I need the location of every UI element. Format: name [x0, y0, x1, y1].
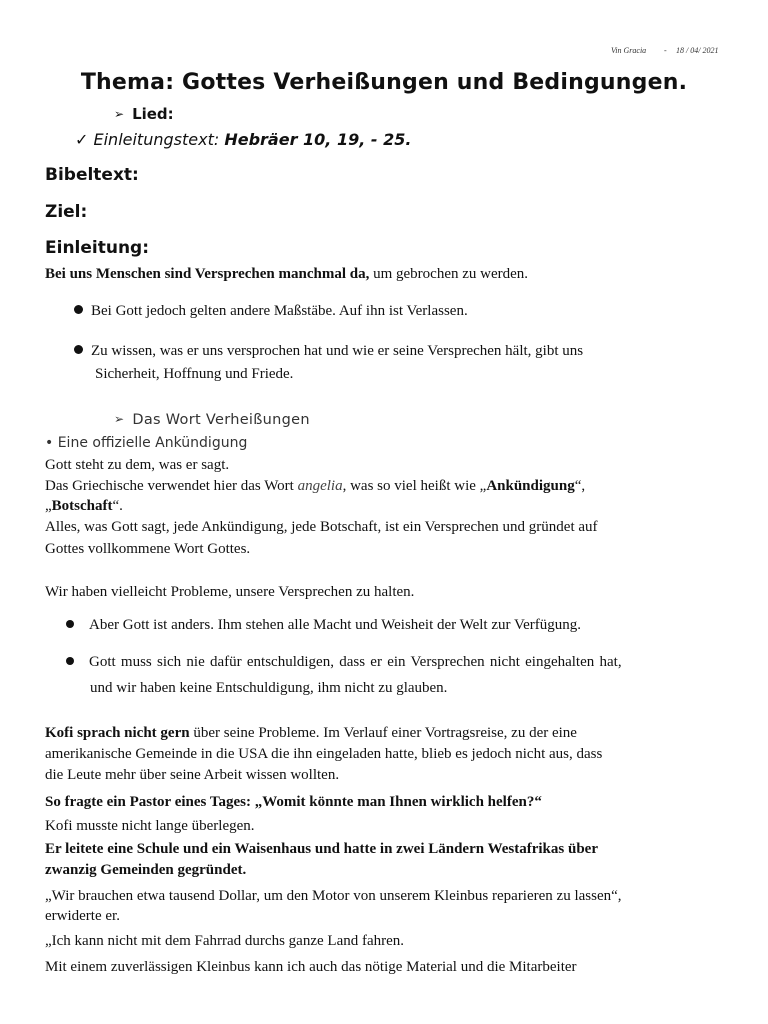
- bullet-item: [74, 341, 583, 361]
- text-span: über seine Probleme. Im Verlauf einer Vortragsreise, zu der eine: [189, 725, 577, 741]
- intro-rest: um gebrochen zu werden.: [369, 266, 529, 282]
- text-span: , was so viel heißt wie „: [342, 478, 487, 494]
- heading-bibeltext: Bibeltext:: [45, 165, 139, 185]
- intro-paragraph: [45, 264, 528, 284]
- heading-ziel: Ziel:: [45, 202, 88, 222]
- lied-line: [114, 105, 174, 123]
- bullet-dot-icon: [66, 657, 74, 665]
- header-dash: -: [664, 46, 667, 55]
- story-line: erwiderte er.: [45, 908, 120, 924]
- story-line: Er leitete eine Schule und ein Waisenhaus und hatte in zwei Ländern Westafrikas über: [45, 841, 598, 857]
- bullet-text: Bei Gott jedoch gelten andere Maßstäbe. Auf ihn ist Verlassen.: [91, 303, 468, 319]
- arrow-right-icon: ➢: [114, 412, 125, 426]
- lied-label: Lied:: [132, 105, 174, 123]
- story-line: „Ich kann nicht mit dem Fahrrad durchs ganze Land fahren.: [45, 933, 405, 949]
- heading-einleitung: Einleitung:: [45, 238, 150, 258]
- para-line: Gott steht zu dem, was er sagt.: [45, 457, 230, 473]
- bullet-item: [66, 652, 622, 672]
- story-line: Kofi musste nicht lange überlegen.: [45, 818, 255, 834]
- bullet-item: [74, 301, 468, 321]
- para-line: [45, 476, 585, 496]
- einleitungstext-reference: Hebräer 10, 19, - 25.: [224, 130, 412, 149]
- bold-phrase: Kofi sprach nicht gern: [45, 725, 190, 741]
- bullet-dot-icon: [66, 620, 74, 628]
- bullet-dot-icon: [74, 345, 83, 354]
- para-line: Gottes vollkommene Wort Gottes.: [45, 541, 251, 557]
- wort-heading: [114, 412, 310, 428]
- bullet-text: Gott muss sich nie dafür entschuldigen, dass er ein Versprechen nicht eingehalten hat,: [89, 654, 622, 670]
- story-line: So fragte ein Pastor eines Tages: „Womit könnte man Ihnen wirklich helfen?“: [45, 794, 542, 810]
- checkmark-icon: ✓: [75, 130, 89, 149]
- text-span: “.: [112, 498, 123, 514]
- bullet-text: Aber Gott ist anders. Ihm stehen alle Macht und Weisheit der Welt zur Verfügung.: [89, 617, 582, 633]
- header-author: Vin Gracia: [611, 46, 647, 55]
- greek-word: angelia: [297, 478, 343, 494]
- header-date: 18 / 04/ 2021: [676, 46, 719, 55]
- text-span: „: [45, 498, 52, 514]
- bullet-dot-icon: [74, 305, 83, 314]
- text-span: Das Griechische verwendet hier das Wort: [45, 478, 298, 494]
- wort-label: Das Wort Verheißungen: [132, 412, 310, 428]
- story-line: [45, 723, 577, 743]
- bullet-text-continued: Sicherheit, Hoffnung und Friede.: [95, 366, 294, 382]
- bold-word: Ankündigung: [486, 478, 575, 494]
- bullet-text-continued: und wir haben keine Entschuldigung, ihm nicht zu glauben.: [90, 680, 448, 696]
- para-line: Wir haben vielleicht Probleme, unsere Versprechen zu halten.: [45, 584, 415, 600]
- einleitungstext-line: [75, 130, 411, 149]
- story-line: amerikanische Gemeinde in die USA die ihn eingeladen hatte, blieb es jedoch nicht aus, dass: [45, 746, 603, 762]
- page-title: Thema: Gottes Verheißungen und Bedingungen.: [80, 70, 688, 95]
- wort-subpoint: • Eine offizielle Ankündigung: [45, 435, 248, 451]
- einleitungstext-label: Einleitungstext:: [93, 130, 220, 149]
- intro-bold: Bei uns Menschen sind Versprechen manchmal da,: [45, 266, 370, 282]
- arrow-right-icon: ➢: [114, 107, 125, 121]
- story-line: Mit einem zuverlässigen Kleinbus kann ich auch das nötige Material und die Mitarbeiter: [45, 959, 577, 975]
- story-line: zwanzig Gemeinden gegründet.: [45, 862, 247, 878]
- para-line: Alles, was Gott sagt, jede Ankündigung, jede Botschaft, ist ein Versprechen und gründet auf: [45, 519, 598, 535]
- para-line: [45, 496, 123, 516]
- bullet-text: Zu wissen, was er uns versprochen hat und wie er seine Versprechen hält, gibt uns: [91, 343, 584, 359]
- bullet-item: [66, 615, 581, 635]
- text-span: “,: [574, 478, 586, 494]
- bold-word: Botschaft: [51, 498, 113, 514]
- story-line: die Leute mehr über seine Arbeit wissen wollten.: [45, 767, 340, 783]
- story-line: „Wir brauchen etwa tausend Dollar, um den Motor von unserem Kleinbus reparieren zu lassen“,: [45, 888, 622, 904]
